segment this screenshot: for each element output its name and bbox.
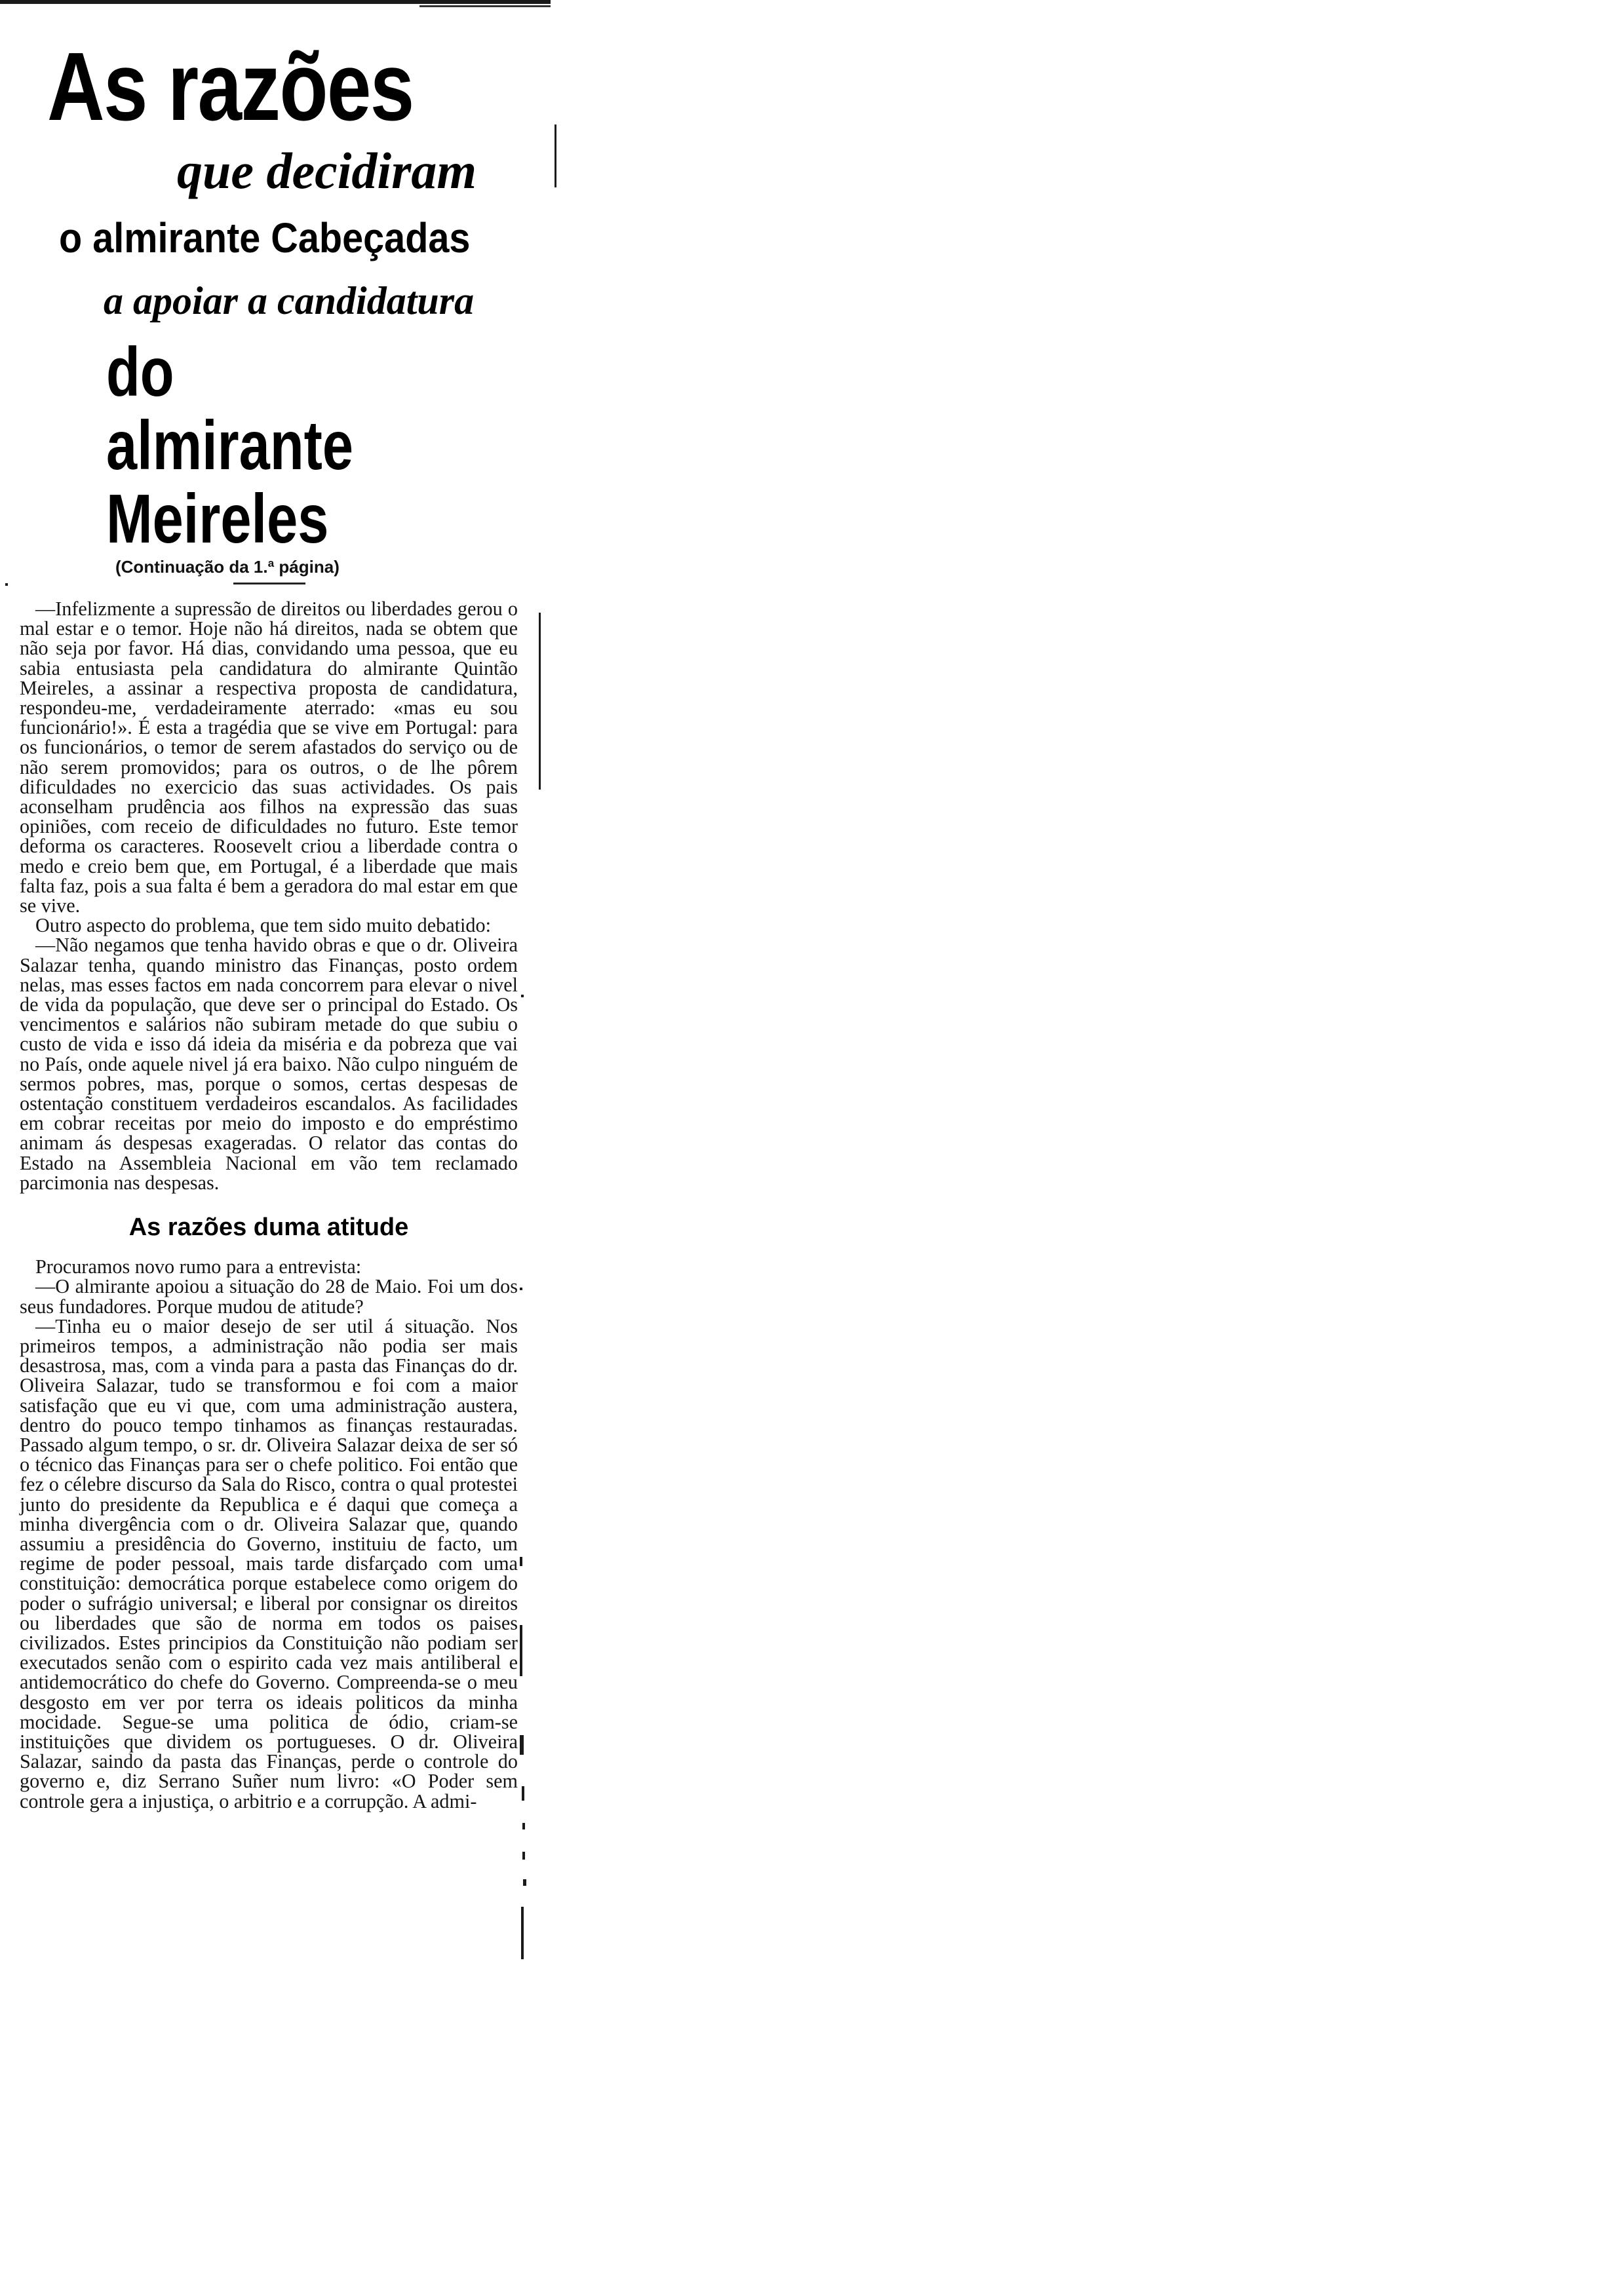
scan-speck xyxy=(522,1786,524,1801)
scan-margin-mark xyxy=(539,613,541,790)
scan-margin-mark xyxy=(520,1625,522,1676)
top-scan-rule-secondary xyxy=(419,5,551,7)
scan-speck xyxy=(520,1557,522,1566)
headline-line-2: que decidiram xyxy=(177,142,477,199)
scan-speck xyxy=(522,1823,525,1829)
newspaper-clipping xyxy=(20,26,518,1811)
scan-margin-mark xyxy=(521,1907,524,1959)
article-paragraph: Procuramos novo rumo para a entrevista: xyxy=(35,1255,362,1278)
article-paragraph: Outro aspecto do problema, que tem sido muito debatido: xyxy=(35,914,492,937)
article-paragraph: —Tinha eu o maior desejo de ser util á situação. Nos primeiros tempos, a administração não podia ser mais desastrosa, mas, com a vinda para a pasta das Finanças do dr. Oliveira Salazar, tudo se transformou e foi com a maior satisfação que eu vi que, com uma administração austera, dentro do pouco tempo tinhamos as finanças restauradas. Passado algum tempo, o sr. dr. Oliveira Salazar deixa de ser só o técnico das Finanças para ser o chefe politico. Foi então que fez o célebre discurso da Sala do Risco, contra o qual protestei junto do presidente da Republica e é daqui que começa a minha divergência com o dr. Oliveira Salazar que, quando assumiu a presidência do Governo, instituiu de facto, um regime de poder pessoal, mais tarde disfarçado com uma constituição: democrática porque estabelece como origem do poder o sufrágio universal; e liberal por consignar os direitos ou liberdades que são de norma em todos os paises civilizados. Estes principios da Constituição não podiam ser executados senão com o espirito cada vez mais antiliberal e antidemocrático do chefe do Governo. Compreenda-se o meu desgosto em ver por terra os ideais politicos da minha mocidade. Segue-se uma politica de ódio, criam-se instituições que dividem os portugueses. O dr. Oliveira Salazar, saindo da pasta das Finanças, perde o controle do governo e, diz Serrano Suñer num livro: «O Poder sem controle gera a injustiça, o arbitrio e a corrupção. A admi- xyxy=(20,1314,518,1812)
scan-speck xyxy=(523,1879,526,1886)
headline-line-3: o almirante Cabeçadas xyxy=(59,214,471,261)
continuation-note: (Continuação da 1.ª página) xyxy=(115,557,340,577)
section-subhead: As razões duma atitude xyxy=(128,1214,409,1242)
scan-speck xyxy=(522,1852,525,1860)
headline-line-1: As razões xyxy=(47,33,414,141)
scan-speck xyxy=(520,1288,522,1290)
headline-line-5: do almirante Meireles xyxy=(106,334,354,558)
article-body xyxy=(20,599,518,1811)
article-paragraph: —Infelizmente a supressão de direitos ou liberdades gerou o mal estar e o temor. Hoje não há direitos, nada se obtem que não seja por favor. Há dias, convidando uma pessoa, que eu sabia entusiasta pela candidatura do almirante Quintão Meireles, a assinar a respectiva proposta de candidatura, respondeu-me, verdadeiramente aterrado: «mas eu sou funcionário!». É esta a tragédia que se vive em Portugal: para os funcionários, o temor de serem afastados do serviço ou de não serem promovidos; para os outros, o de lhe pôrem dificuldades no exercicio das suas actividades. Os pais aconselham prudência aos filhos na expressão das suas opiniões, com receio de dificuldades no futuro. Este temor deforma os caracteres. Roosevelt criou a liberdade contra o medo e creio bem que, em Portugal, é a liberdade que mais falta faz, pois a sua falta é bem a geradora do mal estar em que se vive. xyxy=(20,598,518,917)
scan-margin-mark xyxy=(555,124,556,187)
scan-speck xyxy=(521,995,524,997)
scan-margin-mark xyxy=(520,1735,524,1755)
top-scan-rule xyxy=(0,0,551,4)
scan-speck xyxy=(5,583,8,586)
article-paragraph: —O almirante apoiou a situação do 28 de Maio. Foi um dos seus fundadores. Porque mudou de atitude? xyxy=(20,1275,518,1318)
article-paragraph: —Não negamos que tenha havido obras e que o dr. Oliveira Salazar tenha, quando ministro das Finanças, posto ordem nelas, mas esses factos em nada concorrem para elevar o nivel de vida da população, que deve ser o principal do Estado. Os vencimentos e salários não subiram metade do que subiu o custo de vida e isso dá ideia da miséria e da pobreza que vai no País, onde aquele nivel já era baixo. Não culpo ninguém de sermos pobres, mas, porque o somos, certas despesas de ostentação constituem verdadeiros escandalos. As facilidades em cobrar receitas por meio do imposto e do empréstimo animam ás despesas exageradas. O relator das contas do Estado na Assembleia Nacional em vão tem reclamado parcimonia nas despesas. xyxy=(20,934,518,1194)
headline-divider xyxy=(233,583,305,584)
headline-line-4: a apoiar a candidatura xyxy=(104,279,475,322)
